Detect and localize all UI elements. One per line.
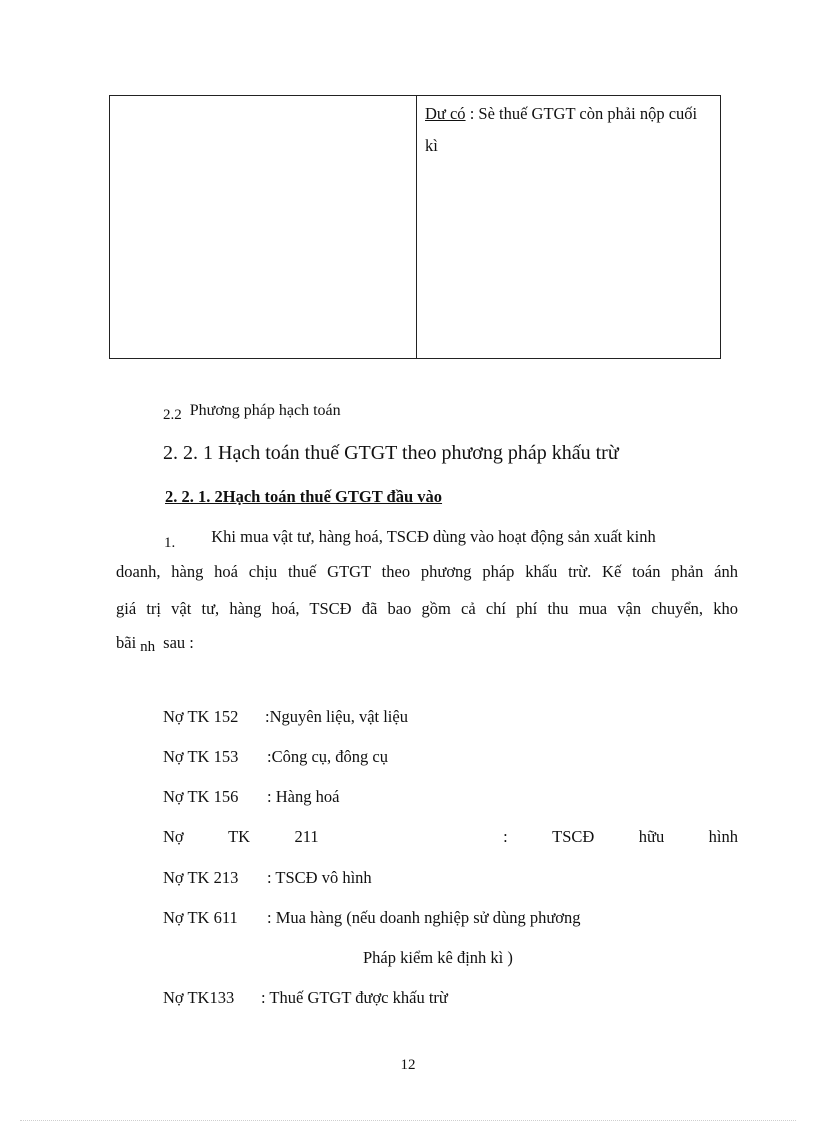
entry-description: :Nguyên liệu, vật liệu xyxy=(265,707,408,726)
section-number: 2.2 xyxy=(163,407,182,423)
entry-word: hình xyxy=(708,827,738,846)
paragraph-text-1: Khi mua vật tư, hàng hoá, TSCĐ dùng vào hoạt động sản xuất kinh xyxy=(211,527,656,546)
table-right-cell xyxy=(417,96,720,358)
entry-description: : TSCĐ vô hình xyxy=(267,868,372,887)
entry-tk-611 xyxy=(163,908,580,928)
entry-account: Nợ TK 213 xyxy=(163,868,239,887)
entry-tk-156 xyxy=(163,787,339,807)
table-left-cell xyxy=(110,96,417,358)
entry-account: Nợ TK 156 xyxy=(163,787,239,806)
entry-word: TK xyxy=(228,827,251,846)
paragraph-text-4a: bãi xyxy=(116,633,137,652)
entry-tk-211 xyxy=(163,827,738,847)
entry-description: : Mua hàng (nếu doanh nghiệp sử dùng phương xyxy=(267,908,581,927)
entry-tk-152 xyxy=(163,707,408,727)
paragraph-line-2: doanh, hàng hoá chịu thuế GTGT theo phương pháp khấu trừ. Kế toán phản ánh xyxy=(116,562,738,581)
entry-tk-133 xyxy=(163,988,448,1008)
section-2-2-heading xyxy=(163,402,341,423)
page-footer-divider xyxy=(20,1120,796,1122)
paragraph-line-3: giá trị vật tư, hàng hoá, TSCĐ đã bao gồm cả chí phí thu mua vận chuyển, kho xyxy=(116,599,738,618)
entry-word: TSCĐ xyxy=(552,827,595,846)
entry-description: : Hàng hoá xyxy=(267,787,340,806)
list-number: 1. xyxy=(164,535,176,551)
paragraph-line-1 xyxy=(116,527,738,551)
entry-word: Nợ xyxy=(163,827,184,846)
entry-account: Nợ TK133 xyxy=(163,988,235,1007)
entry-description: :Công cụ, đông cụ xyxy=(267,747,388,766)
paragraph-text-4b: sau : xyxy=(163,633,194,652)
entry-account: Nợ TK 153 xyxy=(163,747,239,766)
account-table xyxy=(109,95,721,359)
entry-tk-213 xyxy=(163,868,372,888)
paragraph-text-4-nh: nh xyxy=(140,639,156,655)
entry-word: hữu xyxy=(638,827,665,846)
entry-description: : Thuế GTGT được khấu trừ xyxy=(261,988,448,1007)
entry-tk-153 xyxy=(163,747,388,767)
section-title: Phương pháp hạch toán xyxy=(189,402,341,419)
entry-word: 211 xyxy=(294,827,319,846)
paragraph-line-4 xyxy=(116,633,738,653)
page-number: 12 xyxy=(400,1057,416,1073)
credit-balance-text: : Sè thuế GTGT còn phải nộp cuối kì xyxy=(425,104,698,155)
heading-2-2-1: 2. 2. 1 Hạch toán thuế GTGT theo phương pháp khấu trừ xyxy=(163,442,619,464)
entry-word: : xyxy=(503,827,508,846)
entry-account: Nợ TK 152 xyxy=(163,707,239,726)
heading-2-2-1-2: 2. 2. 1. 2Hạch toán thuế GTGT đầu vào xyxy=(165,487,443,506)
credit-balance-label: Dư có xyxy=(425,104,466,123)
entry-tk-611-continuation: Pháp kiểm kê định kì ) xyxy=(363,948,513,967)
entry-account: Nợ TK 611 xyxy=(163,908,238,927)
